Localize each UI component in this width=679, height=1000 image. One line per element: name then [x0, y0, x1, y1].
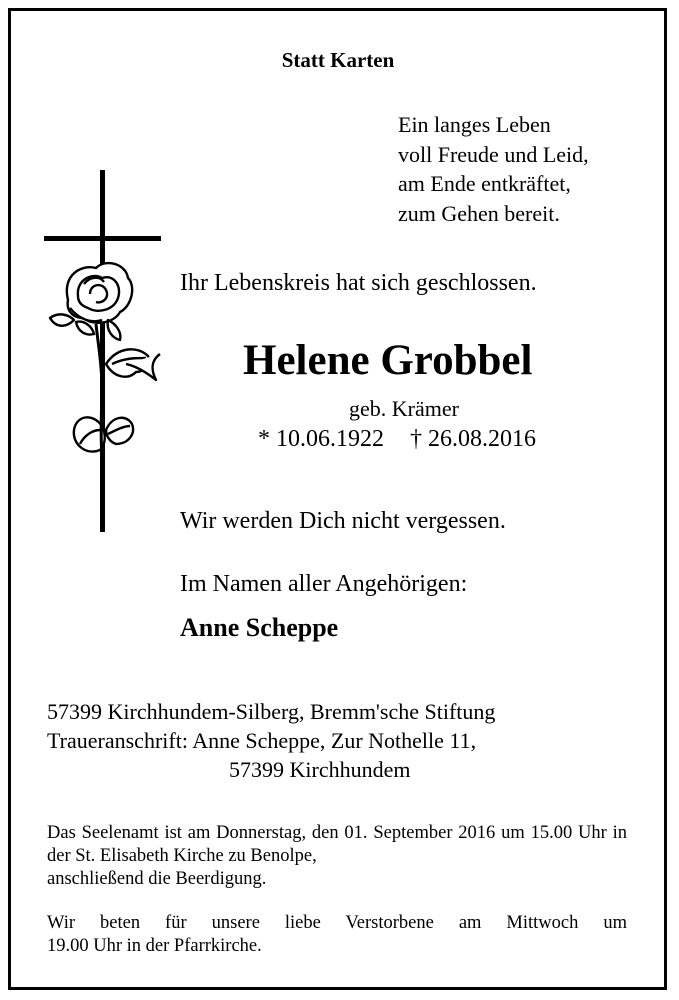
death-date: † 26.08.2016 — [410, 426, 536, 452]
notice-header: Statt Karten — [281, 48, 395, 72]
quote-line: Wir werden Dich nicht vergessen. — [180, 508, 506, 534]
prayer-notice — [47, 912, 627, 958]
signer-name: Anne Scheppe — [180, 613, 339, 642]
prayer-notice-text: Wir beten für unsere liebe Verstorbene am Mittwoch um — [47, 913, 627, 933]
intro-line: Ihr Lebenskreis hat sich geschlossen. — [180, 270, 537, 296]
address-line: 57399 Kirchhundem-Silberg, Bremm'sche Stiftung — [47, 699, 496, 724]
address-line: Traueranschrift: Anne Scheppe, Zur Nothelle 11, — [47, 728, 477, 753]
address-line: 57399 Kirchhundem — [229, 757, 411, 782]
deceased-name: Helene Grobbel — [243, 337, 533, 384]
family-intro: Im Namen aller Angehörigen: — [180, 571, 468, 597]
life-dates — [258, 426, 536, 453]
maiden-name: geb. Krämer — [349, 396, 459, 421]
poem-line: zum Gehen bereit. — [398, 200, 560, 226]
poem — [398, 110, 589, 228]
service-notice-text: Das Seelenamt ist am Donnerstag, den 01. September 2016 um 15.00 Uhr in der St. Elisabeth Kirche zu Benolpe, — [47, 823, 627, 866]
poem-line: Ein langes Leben — [398, 112, 551, 137]
prayer-notice-text: 19.00 Uhr in der Pfarrkirche. — [47, 936, 262, 956]
address-block — [47, 697, 495, 784]
cross-with-rose-icon — [40, 168, 164, 534]
poem-line: am Ende entkräftet, — [398, 171, 571, 196]
service-notice-text: anschließend die Beerdigung. — [47, 869, 267, 889]
service-notice — [47, 822, 627, 891]
birth-date: * 10.06.1922 — [258, 426, 384, 452]
poem-line: voll Freude und Leid, — [398, 141, 589, 167]
